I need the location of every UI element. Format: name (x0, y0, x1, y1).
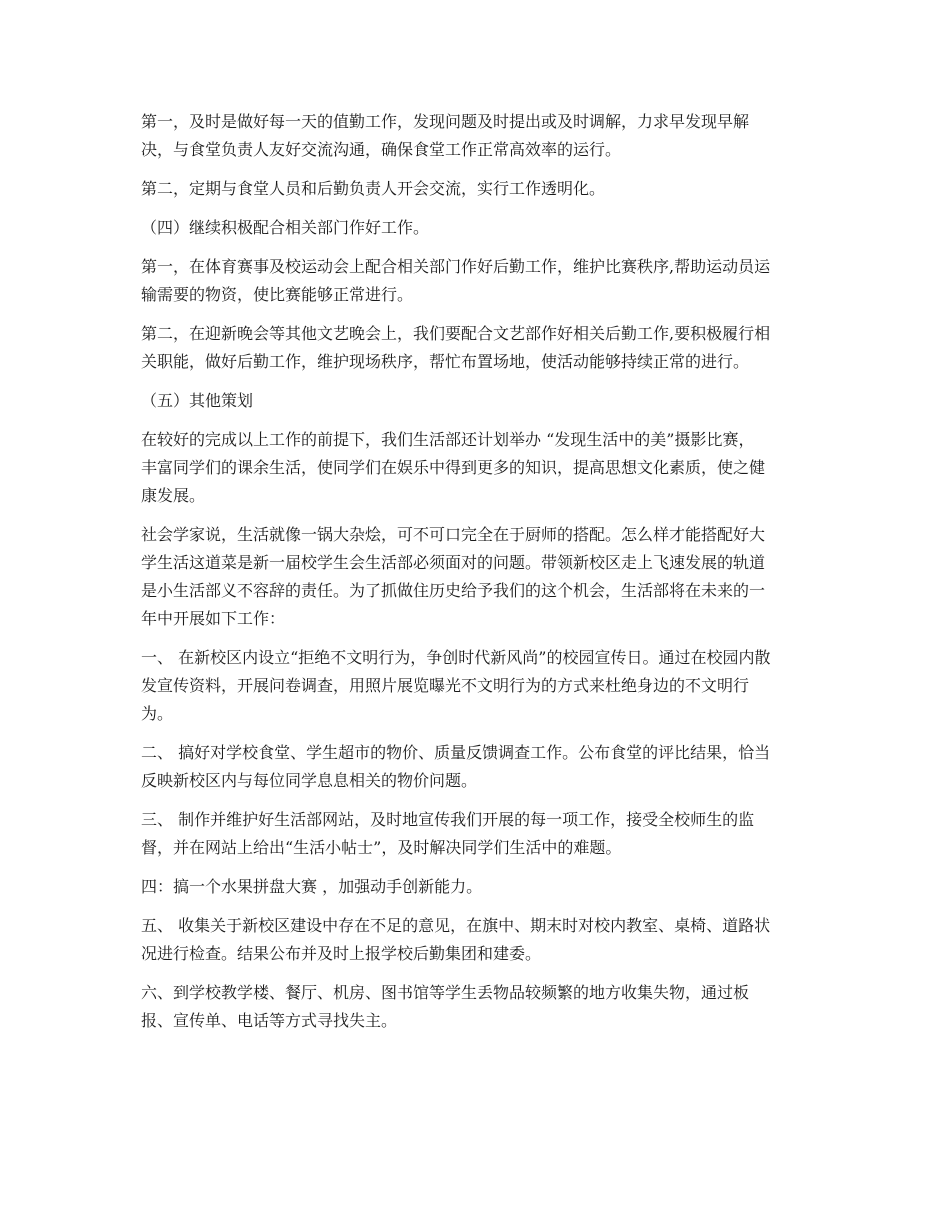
text-line: 学生活这道菜是新一届校学生会生活部必须面对的问题。带领新校区走上飞速发展的轨道 (141, 553, 766, 572)
section-heading (141, 214, 811, 242)
text-line: 年中开展如下工作： (141, 609, 286, 628)
text-line: 康发展。 (141, 486, 206, 505)
text-line: 督，并在网站上给出“生活小帖士”，及时解决同学们生活中的难题。 (141, 838, 622, 857)
text-line: 一、 在新校区内设立“拒绝不文明行为，争创时代新风尚”的校园宣传日。通过在校园内散 (141, 648, 771, 667)
paragraph (141, 739, 811, 795)
text-line: 社会学家说，生活就像一锅大杂烩，可不可口完全在于厨师的搭配。怎么样才能搭配好大 (141, 525, 766, 544)
paragraph (141, 806, 811, 862)
text-line: 决，与食堂负责人友好交流沟通，确保食堂工作正常高效率的运行。 (141, 140, 622, 159)
text-line: 发宣传资料，开展问卷调查，用照片展览曝光不文明行为的方式来杜绝身边的不文明行 (141, 676, 750, 695)
text-line: 第一，在体育赛事及校运动会上配合相关部门作好后勤工作，维护比赛秩序,帮助运动员运 (141, 257, 771, 276)
paragraph (141, 912, 811, 968)
text-line: 五、 收集关于新校区建设中存在不足的意见，在旗中、期末时对校内教室、桌椅、道路状 (141, 916, 771, 935)
text-line: （四）继续积极配合相关部门作好工作。 (141, 218, 430, 237)
paragraph (141, 108, 811, 164)
text-line: 是小生活部义不容辞的责任。为了抓做住历史给予我们的这个机会，生活部将在未来的一 (141, 581, 766, 600)
text-line: 为。 (141, 704, 174, 723)
document-page (141, 108, 811, 1046)
paragraph (141, 979, 811, 1035)
text-line: 第二，定期与食堂人员和后勤负责人开会交流，实行工作透明化。 (141, 179, 606, 198)
text-line: （五）其他策划 (141, 391, 254, 410)
text-line: 况进行检查。结果公布并及时上报学校后勤集团和建委。 (141, 944, 542, 963)
text-line: 六、到学校教学楼、餐厅、机房、图书馆等学生丢物品较频繁的地方收集失物，通过板 (141, 983, 750, 1002)
paragraph (141, 426, 811, 510)
paragraph (141, 521, 811, 633)
text-line: 四：搞一个水果拼盘大赛 ，加强动手创新能力。 (141, 877, 483, 896)
text-line: 反映新校区内与每位同学息息相关的物价问题。 (141, 771, 478, 790)
text-line: 关职能，做好后勤工作，维护现场秩序，帮忙布置场地，使活动能够持续正常的进行。 (141, 352, 750, 371)
text-line: 第一，及时是做好每一天的值勤工作，发现问题及时提出或及时调解，力求早发现早解 (141, 112, 750, 131)
text-line: 二、 搞好对学校食堂、学生超市的物价、质量反馈调查工作。公布食堂的评比结果，恰当 (141, 743, 771, 762)
text-line: 丰富同学们的课余生活，使同学们在娱乐中得到更多的知识，提高思想文化素质，使之健 (141, 458, 766, 477)
paragraph (141, 644, 811, 728)
text-line: 在较好的完成以上工作的前提下，我们生活部还计划举办 “发现生活中的美”摄影比赛， (141, 430, 755, 449)
paragraph (141, 175, 811, 203)
text-line: 输需要的物资，使比赛能够正常进行。 (141, 285, 414, 304)
section-heading (141, 387, 811, 415)
paragraph (141, 873, 811, 901)
text-line: 第二，在迎新晚会等其他文艺晚会上，我们要配合文艺部作好相关后勤工作,要积极履行相 (141, 324, 771, 343)
paragraph (141, 253, 811, 309)
paragraph (141, 320, 811, 376)
text-line: 三、 制作并维护好生活部网站，及时地宣传我们开展的每一项工作，接受全校师生的监 (141, 810, 755, 829)
text-line: 报、宣传单、电话等方式寻找失主。 (141, 1011, 398, 1030)
